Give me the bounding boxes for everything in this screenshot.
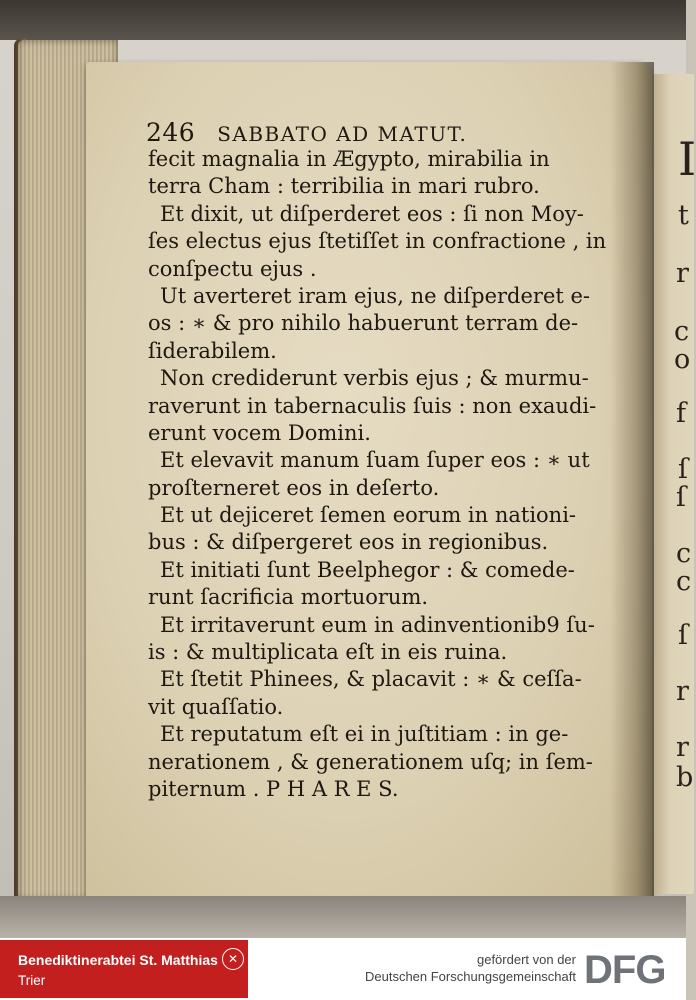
funding-notice: [365, 951, 576, 985]
text-line: vit quaſſatio.: [148, 694, 284, 719]
text-line: ſes electus ejus ſtetiſſet in confractione , in: [148, 229, 607, 254]
text-line: terra Cham : terribilia in mari rubro.: [148, 174, 540, 199]
institution-name: Benediktinerabtei St. Matthias: [18, 952, 218, 968]
text-line: Et ut dejiceret ſemen eorum in nationi-: [160, 503, 577, 528]
text-line: ſiderabilem.: [148, 338, 277, 363]
facing-page-glyph: b: [676, 762, 694, 793]
facing-page-glyph: t: [678, 200, 689, 231]
text-line: Et elevavit manum ſuam ſuper eos : ∗ ut: [160, 448, 590, 473]
funding-line-2: Deutschen Forschungsgemeinschaft: [364, 969, 576, 984]
text-line: Et reputatum eſt ei in juſtitiam : in ge-: [160, 722, 569, 747]
text-line: Et irritaverunt eum in adinventionib9 ſu-: [160, 612, 595, 637]
page-number: 246: [146, 118, 196, 147]
institution-city: Trier: [18, 973, 46, 988]
institution-logo-icon: ✕: [222, 948, 244, 970]
facing-page-glyph: ſ: [676, 482, 686, 513]
text-line: erunt vocem Domini.: [148, 420, 371, 445]
text-line: piternum . P H A R E S.: [148, 776, 399, 801]
facing-page-glyph: r: [676, 676, 689, 707]
footer-bar: [0, 938, 686, 1000]
page-gutter-shadow: [610, 62, 654, 904]
facing-page-edge: [654, 74, 694, 894]
text-line: is : & multiplicata eſt in eis ruina.: [148, 640, 508, 665]
facing-page-glyph: ſ: [678, 620, 688, 651]
text-line: proſterneret eos in deſerto.: [148, 475, 440, 500]
running-head: SABBATO AD MATUT.: [217, 122, 468, 146]
facing-page-glyph: r: [676, 258, 689, 289]
psalm-text: [148, 146, 614, 803]
text-line: Ut averteret iram ejus, ne diſperderet e-: [160, 283, 591, 308]
facing-page-glyph: f: [676, 398, 686, 429]
facing-page-glyph: r: [676, 732, 689, 763]
facing-page-glyph: ſ: [678, 454, 688, 485]
scan-background-bottom: [0, 896, 686, 938]
facing-page-glyph: c: [676, 566, 692, 597]
text-line: Et dixit, ut diſperderet eos : ſi non Moy-: [160, 201, 584, 226]
funding-line-1: gefördert von der: [476, 952, 576, 967]
institution-badge[interactable]: [0, 940, 248, 998]
text-line: raverunt in tabernaculis ſuis : non exaudi-: [148, 393, 597, 418]
text-line: conſpectu ejus .: [148, 256, 317, 281]
text-line: bus : & diſpergeret eos in regionibus.: [148, 530, 549, 555]
text-line: nerationem , & generationem uſq; in ſem-: [148, 749, 593, 774]
text-line: os : ∗ & pro nihilo habuerunt terram de-: [148, 311, 579, 336]
text-line: runt ſacrificia mortuorum.: [148, 585, 429, 610]
facing-page-glyph: c: [676, 538, 692, 569]
text-line: Et ſtetit Phinees, & placavit : ∗ & ceſſa-: [160, 667, 582, 692]
text-line: Et initiati ſunt Beelphegor : & comede-: [160, 557, 575, 582]
facing-page-glyph: c: [674, 316, 690, 347]
scan-background-top: [0, 0, 686, 40]
dfg-logo[interactable]: DFG: [584, 948, 666, 992]
text-line: Non crediderunt verbis ejus ; & murmu-: [160, 366, 589, 391]
facing-page-glyph: o: [674, 344, 691, 375]
facing-page-glyph: I: [678, 132, 696, 186]
text-line: fecit magnalia in Ægypto, mirabilia in: [148, 147, 550, 171]
